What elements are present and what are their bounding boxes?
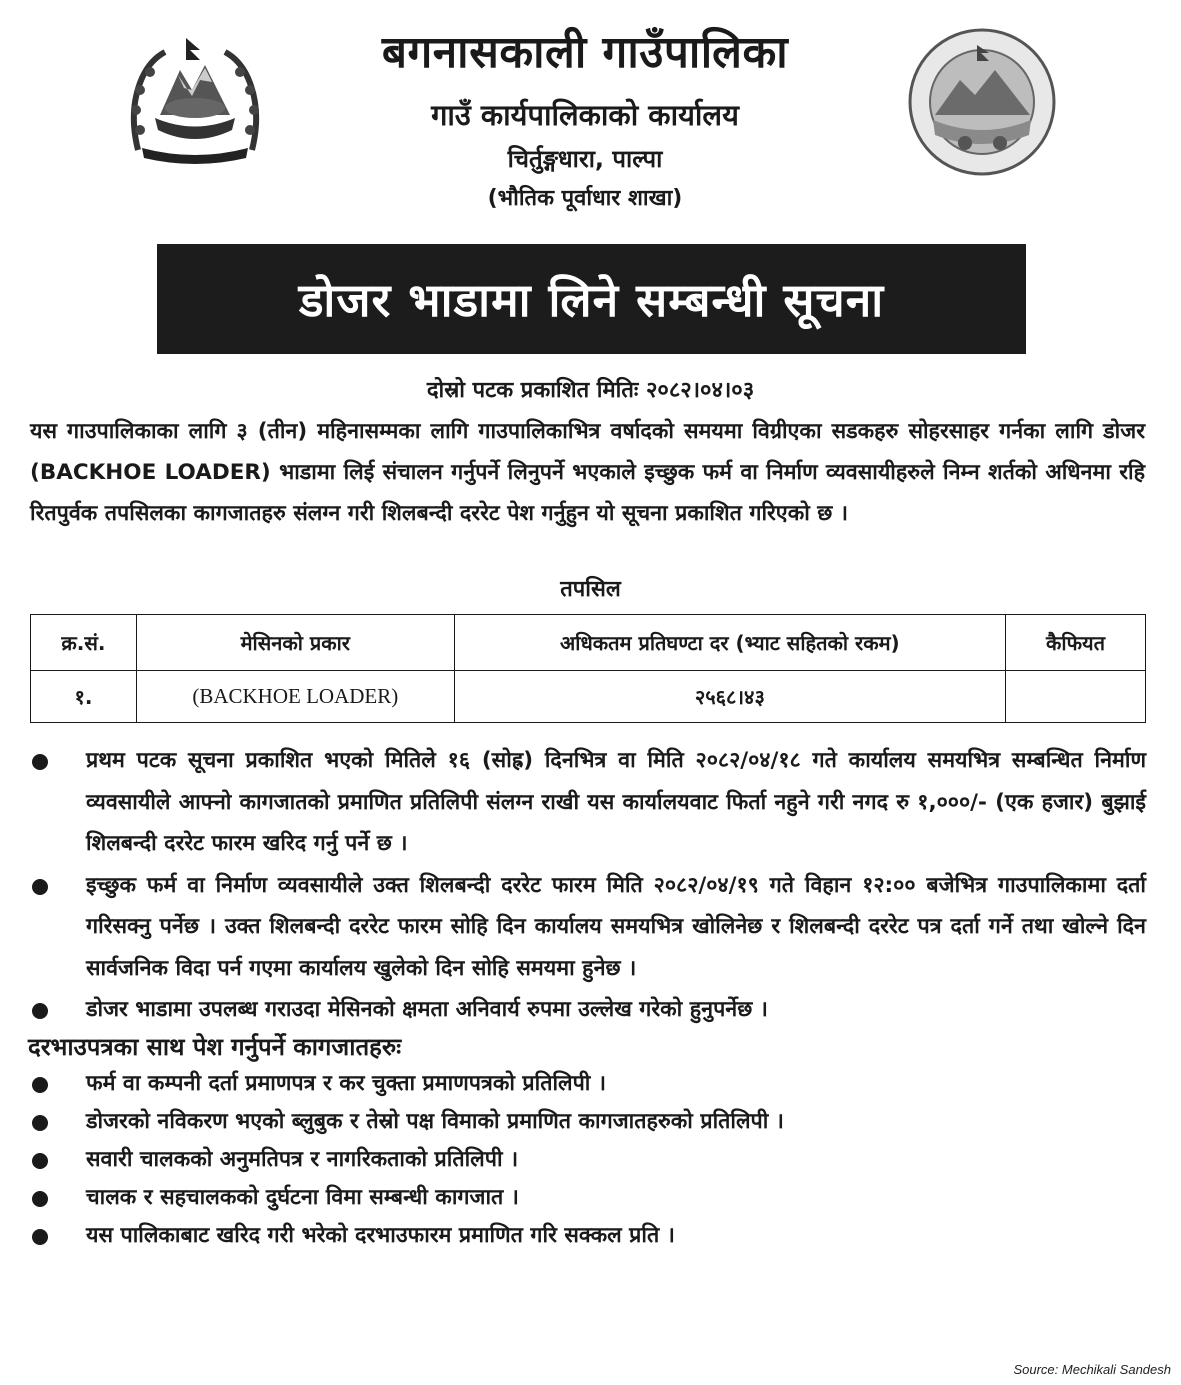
office-location: चिर्तुङ्गधारा, पाल्पा bbox=[507, 145, 663, 173]
header-remarks: कैफियत bbox=[1006, 615, 1146, 671]
bullet-icon bbox=[32, 1003, 48, 1019]
condition-text: डोजर भाडामा उपलब्ध गराउदा मेसिनको क्षमता अनिवार्य रुपमा उल्लेख गरेको हुनुपर्नेछ । bbox=[86, 997, 768, 1022]
details-label: तपसिल bbox=[560, 577, 621, 602]
cell-machine-type: (BACKHOE LOADER) bbox=[136, 671, 454, 723]
documents-heading: दरभाउपत्रका साथ पेश गर्नुपर्ने कागजातहरुः bbox=[28, 1033, 402, 1061]
nepal-government-emblem-icon bbox=[120, 30, 270, 165]
document-item bbox=[28, 1217, 1146, 1255]
bullet-icon bbox=[32, 1077, 48, 1093]
cell-sn: १. bbox=[31, 671, 137, 723]
org-title: बगनासकाली गाउँपालिका bbox=[381, 27, 789, 78]
bullet-icon bbox=[32, 1115, 48, 1131]
source-credit: Source: Mechikali Sandesh bbox=[1013, 1362, 1171, 1377]
document-text: सवारी चालकको अनुमतिपत्र र नागरिकताको प्रतिलिपी । bbox=[86, 1147, 519, 1172]
intro-paragraph: यस गाउपालिकाका लागि ३ (तीन) महिनासम्मका लागि गाउपालिकाभित्र वर्षादको समयमा विग्रीएका सडकहरु सोहरसाहर गर्नका लागि डोजर (BACKHOE LOADER) भाडामा लिई संचालन गर्नुपर्ने लिनुपर्ने भएकाले इच्छुक फर्म वा निर्माण व्यवसायीहरुले निम्न शर्तको अधिनमा रहि रितपुर्वक तपसिलका कागजातहरु संलग्न गरी शिलबन्दी दररेट पेश गर्नुहुन यो सूचना प्रकाशित गरिएको छ । bbox=[30, 419, 1145, 526]
condition-item bbox=[28, 865, 1146, 990]
bullet-icon bbox=[32, 1229, 48, 1245]
bullet-icon bbox=[32, 879, 48, 895]
document-item bbox=[28, 1103, 1146, 1141]
table-row bbox=[31, 671, 1146, 723]
municipality-seal-icon bbox=[905, 25, 1060, 180]
publication-date: दोस्रो पटक प्रकाशित मितिः २०८२।०४।०३ bbox=[426, 378, 755, 403]
notice-title-banner bbox=[157, 244, 1026, 354]
branch-name: (भौतिक पूर्वाधार शाखा) bbox=[487, 186, 683, 211]
table-header-row bbox=[31, 615, 1146, 671]
document-item bbox=[28, 1141, 1146, 1179]
condition-item bbox=[28, 991, 1146, 1029]
cell-remarks bbox=[1006, 671, 1146, 723]
machine-rate-table bbox=[30, 614, 1146, 723]
condition-text: इच्छुक फर्म वा निर्माण व्यवसायीले उक्त शिलबन्दी दररेट फारम मिति २०८२/०४/१९ गते विहान १२:०० बजेभित्र गाउपालिकामा दर्ता गरिसक्नु पर्नेछ । उक्त शिलबन्दी दररेट फारम सोहि दिन कार्यालय समयभित्र खोलिनेछ र शिलबन्दी दररेट पत्र दर्ता गर्ने तथा खोल्ने दिन सार्वजनिक विदा पर्न गएमा कार्यालय खुलेको दिन सोहि समयमा हुनेछ । bbox=[86, 872, 1146, 981]
header-machine-type: मेसिनको प्रकार bbox=[136, 615, 454, 671]
condition-text: प्रथम पटक सूचना प्रकाशित भएको मितिले १६ (सोह्र) दिनभित्र वा मिति २०८२/०४/१८ गते कार्यालय समयभित्र सम्बन्धित निर्माण व्यवसायीले आफ्नो कागजातको प्रमाणित प्रतिलिपी संलग्न राखी यस कार्यालयवाट फिर्ता नहुने गरी नगद रु १,०००/- (एक हजार) बुझाई शिलबन्दी दररेट फारम खरिद गर्नु पर्ने छ । bbox=[86, 748, 1146, 856]
conditions-list bbox=[28, 740, 1146, 1255]
cell-max-rate: २५६८।४३ bbox=[454, 671, 1005, 723]
document-text: यस पालिकाबाट खरिद गरी भरेको दरभाउफारम प्रमाणित गरि सक्कल प्रति । bbox=[86, 1223, 675, 1248]
notice-title: डोजर भाडामा लिने सम्बन्धी सूचना bbox=[298, 273, 885, 327]
bullet-icon bbox=[32, 754, 48, 770]
document-item bbox=[28, 1179, 1146, 1217]
document-text: चालक र सहचालकको दुर्घटना विमा सम्बन्धी कागजात । bbox=[86, 1185, 519, 1210]
header-max-rate: अधिकतम प्रतिघण्टा दर (भ्याट सहितको रकम) bbox=[454, 615, 1005, 671]
document-text: फर्म वा कम्पनी दर्ता प्रमाणपत्र र कर चुक्ता प्रमाणपत्रको प्रतिलिपी । bbox=[86, 1071, 607, 1096]
header-sn: क्र.सं. bbox=[31, 615, 137, 671]
office-name: गाउँ कार्यपालिकाको कार्यालय bbox=[431, 98, 739, 132]
bullet-icon bbox=[32, 1153, 48, 1169]
document-text: डोजरको नविकरण भएको ब्लुबुक र तेस्रो पक्ष विमाको प्रमाणित कागजातहरुको प्रतिलिपी । bbox=[86, 1109, 784, 1134]
document-item bbox=[28, 1065, 1146, 1103]
bullet-icon bbox=[32, 1191, 48, 1207]
condition-item bbox=[28, 740, 1146, 865]
